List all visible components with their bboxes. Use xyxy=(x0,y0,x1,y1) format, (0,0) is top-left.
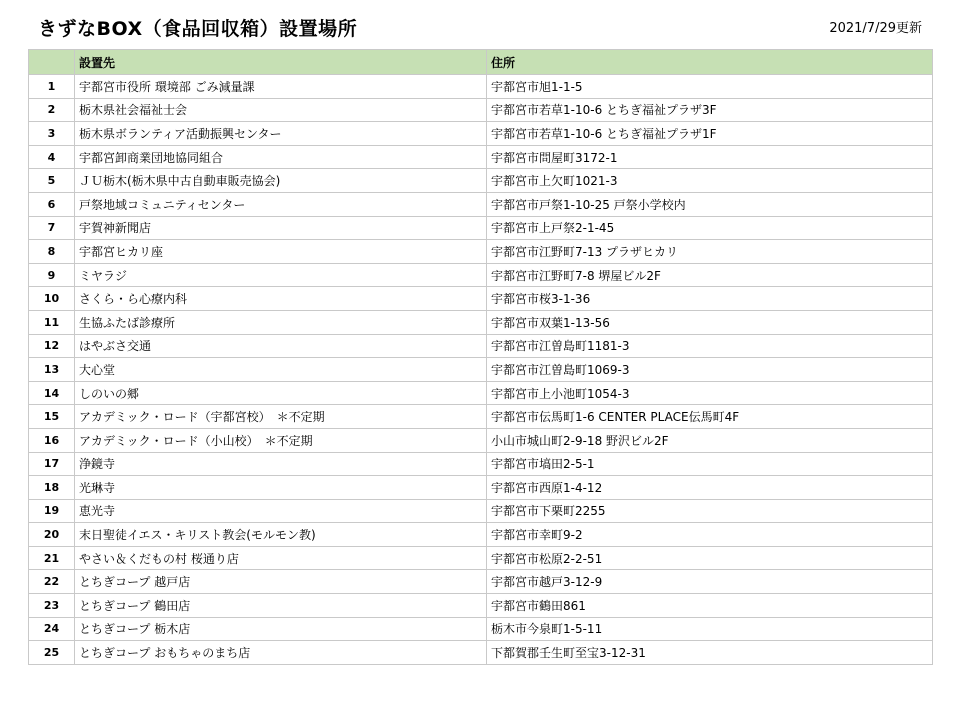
row-number: 16 xyxy=(29,428,75,452)
row-number: 10 xyxy=(29,287,75,311)
table-row xyxy=(29,192,933,216)
row-number: 20 xyxy=(29,523,75,547)
row-address: 栃木市今泉町1-5-11 xyxy=(487,617,933,641)
table-row xyxy=(29,523,933,547)
table-row xyxy=(29,287,933,311)
row-number: 5 xyxy=(29,169,75,193)
row-address: 宇都宮市江野町7-13 プラザヒカリ xyxy=(487,240,933,264)
row-address: 宇都宮市鶴田861 xyxy=(487,594,933,618)
row-address: 宇都宮市江野町7-8 堺屋ビル2F xyxy=(487,263,933,287)
row-place: 浄鏡寺 xyxy=(75,452,487,476)
row-place: 宇賀神新聞店 xyxy=(75,216,487,240)
table-row xyxy=(29,546,933,570)
row-address: 小山市城山町2-9-18 野沢ビル2F xyxy=(487,428,933,452)
table-row xyxy=(29,263,933,287)
row-address: 宇都宮市越戸3-12-9 xyxy=(487,570,933,594)
row-number: 18 xyxy=(29,476,75,500)
row-address: 宇都宮市問屋町3172-1 xyxy=(487,145,933,169)
row-address: 宇都宮市戸祭1-10-25 戸祭小学校内 xyxy=(487,192,933,216)
table-row xyxy=(29,358,933,382)
row-number: 21 xyxy=(29,546,75,570)
row-address: 宇都宮市上欠町1021-3 xyxy=(487,169,933,193)
table-row xyxy=(29,98,933,122)
row-number: 22 xyxy=(29,570,75,594)
row-place: さくら・ら心療内科 xyxy=(75,287,487,311)
row-number: 13 xyxy=(29,358,75,382)
table-row xyxy=(29,122,933,146)
header-address: 住所 xyxy=(487,50,933,75)
table-row xyxy=(29,617,933,641)
header-place: 設置先 xyxy=(75,50,487,75)
row-place: やさい＆くだもの村 桜通り店 xyxy=(75,546,487,570)
row-number: 19 xyxy=(29,499,75,523)
table-row xyxy=(29,405,933,429)
row-place: 生協ふたば診療所 xyxy=(75,310,487,334)
row-place: はやぶさ交通 xyxy=(75,334,487,358)
row-address: 下都賀郡壬生町至宝3-12-31 xyxy=(487,641,933,665)
table-row xyxy=(29,594,933,618)
table-row xyxy=(29,216,933,240)
row-address: 宇都宮市西原1-4-12 xyxy=(487,476,933,500)
row-place: 大心堂 xyxy=(75,358,487,382)
row-place: 光琳寺 xyxy=(75,476,487,500)
row-address: 宇都宮市双葉1-13-56 xyxy=(487,310,933,334)
row-place: しのいの郷 xyxy=(75,381,487,405)
row-number: 24 xyxy=(29,617,75,641)
table-header-row xyxy=(29,50,933,75)
row-address: 宇都宮市若草1-10-6 とちぎ福祉プラザ1F xyxy=(487,122,933,146)
row-address: 宇都宮市下栗町2255 xyxy=(487,499,933,523)
row-place: 栃木県社会福祉士会 xyxy=(75,98,487,122)
row-place: とちぎコープ 栃木店 xyxy=(75,617,487,641)
row-number: 14 xyxy=(29,381,75,405)
row-place: アカデミック・ロード（小山校） ＊不定期 xyxy=(75,428,487,452)
row-place: 戸祭地域コミュニティセンター xyxy=(75,192,487,216)
row-number: 9 xyxy=(29,263,75,287)
table-row xyxy=(29,169,933,193)
row-place: 宇都宮ヒカリ座 xyxy=(75,240,487,264)
header-number xyxy=(29,50,75,75)
table-row xyxy=(29,381,933,405)
table-row xyxy=(29,75,933,99)
row-address: 宇都宮市幸町9-2 xyxy=(487,523,933,547)
row-place: とちぎコープ 越戸店 xyxy=(75,570,487,594)
row-number: 7 xyxy=(29,216,75,240)
row-place: とちぎコープ おもちゃのまち店 xyxy=(75,641,487,665)
page-title: きずなBOX（食品回収箱）設置場所 xyxy=(38,18,358,40)
row-address: 宇都宮市上小池町1054-3 xyxy=(487,381,933,405)
row-address: 宇都宮市松原2-2-51 xyxy=(487,546,933,570)
row-number: 25 xyxy=(29,641,75,665)
row-place: 栃木県ボランティア活動振興センター xyxy=(75,122,487,146)
table-body xyxy=(29,75,933,665)
row-address: 宇都宮市江曽島町1069-3 xyxy=(487,358,933,382)
table-row xyxy=(29,145,933,169)
row-address: 宇都宮市桜3-1-36 xyxy=(487,287,933,311)
row-number: 15 xyxy=(29,405,75,429)
row-number: 12 xyxy=(29,334,75,358)
table-row xyxy=(29,334,933,358)
row-place: ミヤラジ xyxy=(75,263,487,287)
row-number: 8 xyxy=(29,240,75,264)
row-place: アカデミック・ロード（宇都宮校） ＊不定期 xyxy=(75,405,487,429)
row-place: 宇都宮卸商業団地協同組合 xyxy=(75,145,487,169)
table-row xyxy=(29,310,933,334)
row-number: 2 xyxy=(29,98,75,122)
table-row xyxy=(29,499,933,523)
row-number: 3 xyxy=(29,122,75,146)
row-address: 宇都宮市旭1-1-5 xyxy=(487,75,933,99)
location-table xyxy=(28,49,933,665)
row-number: 6 xyxy=(29,192,75,216)
table-row xyxy=(29,641,933,665)
row-address: 宇都宮市若草1-10-6 とちぎ福祉プラザ3F xyxy=(487,98,933,122)
table-row xyxy=(29,240,933,264)
updated-date: 2021/7/29更新 xyxy=(829,21,922,36)
row-place: 恵光寺 xyxy=(75,499,487,523)
table-row xyxy=(29,428,933,452)
row-address: 宇都宮市伝馬町1-6 CENTER PLACE伝馬町4F xyxy=(487,405,933,429)
row-number: 11 xyxy=(29,310,75,334)
table-row xyxy=(29,476,933,500)
row-place: とちぎコープ 鶴田店 xyxy=(75,594,487,618)
row-address: 宇都宮市上戸祭2-1-45 xyxy=(487,216,933,240)
row-number: 23 xyxy=(29,594,75,618)
row-place: ＪＵ栃木(栃木県中古自動車販売協会) xyxy=(75,169,487,193)
table-row xyxy=(29,452,933,476)
row-number: 1 xyxy=(29,75,75,99)
table-row xyxy=(29,570,933,594)
row-number: 17 xyxy=(29,452,75,476)
row-place: 末日聖徒イエス・キリスト教会(モルモン教) xyxy=(75,523,487,547)
row-address: 宇都宮市江曽島町1181-3 xyxy=(487,334,933,358)
row-address: 宇都宮市塙田2-5-1 xyxy=(487,452,933,476)
row-place: 宇都宮市役所 環境部 ごみ減量課 xyxy=(75,75,487,99)
row-number: 4 xyxy=(29,145,75,169)
